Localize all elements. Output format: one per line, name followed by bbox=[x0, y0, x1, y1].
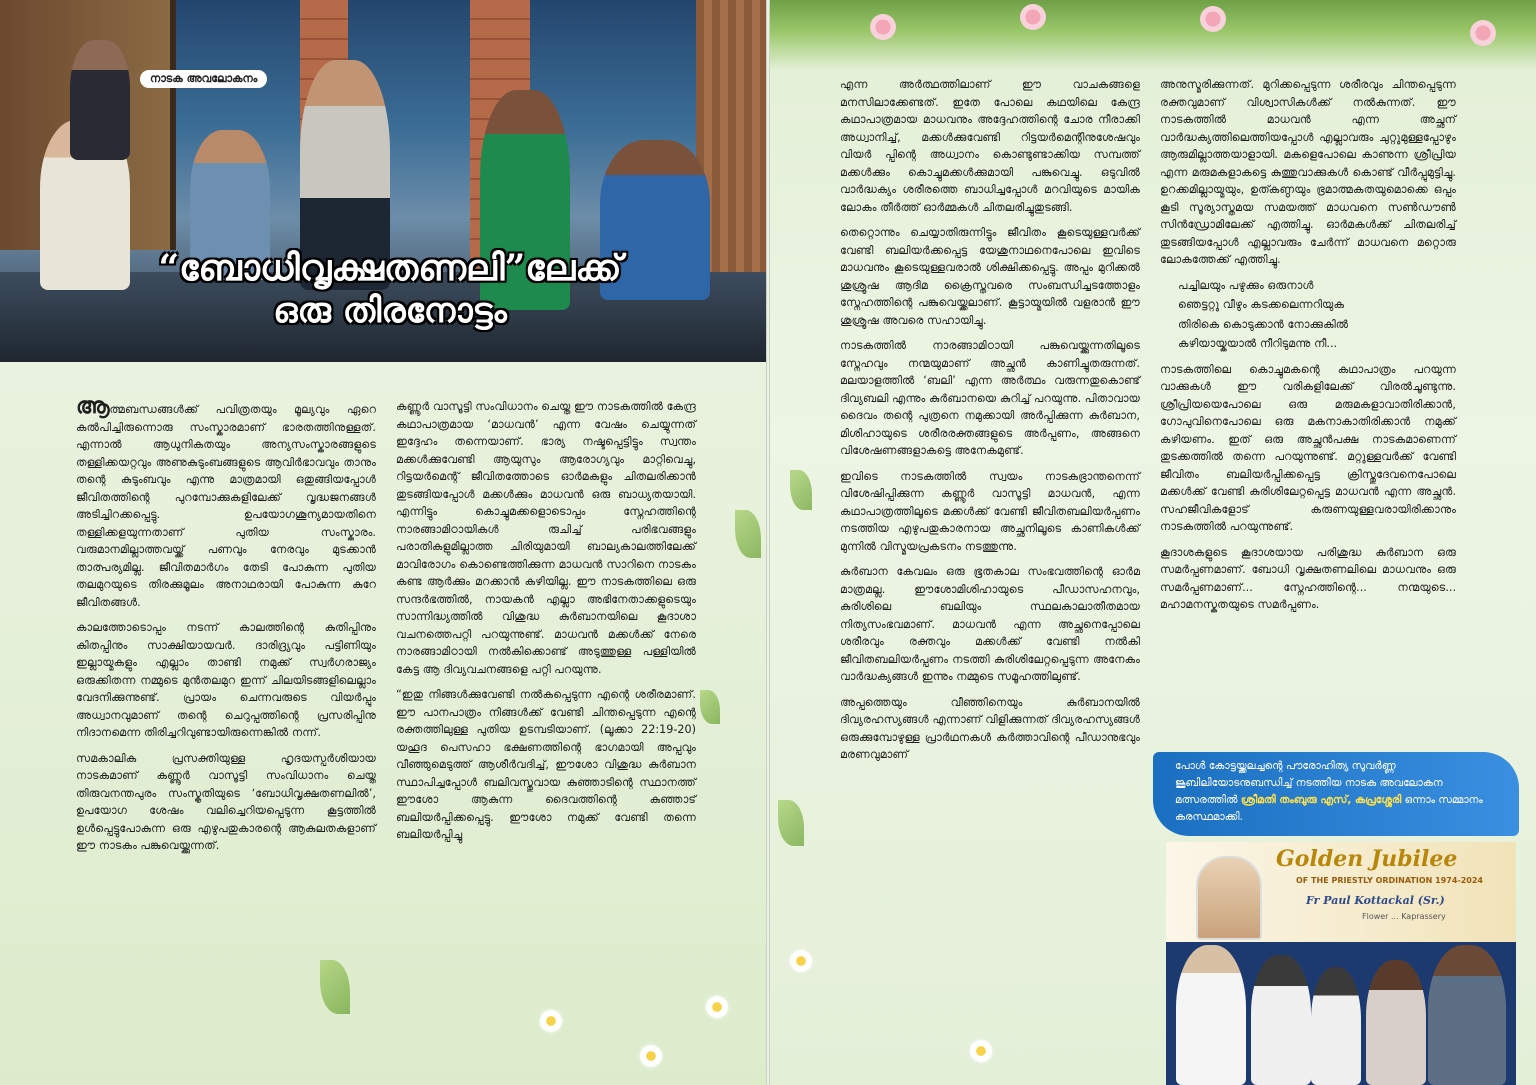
paragraph-text: ത്മബന്ധങ്ങൾക്ക് പവിത്രതയും മൂല്യവും ഏറെ കൽപിച്ചിരുന്നൊരു സംസ്കാരമാണ് ഭാരതത്തിനുള്ളത്. എന്നാൽ ആധുനികതയും അന്യസംസ്കാരങ്ങളുടെ തള്ളിക്കയറ്റവും അണുകുടുംബങ്ങളുടെ ആവിർഭാവവും താനും തന്റെ കുടുംബവും എന്നു മാത്രമായി ഒതുങ്ങിയപ്പോൾ ജീവിതത്തിന്റെ പുറമ്പോക്കുകളിലേക്ക് വൃദ്ധജനങ്ങൾ അടിച്ചിറക്കപ്പെട്ടു. ഉപയോഗശൂന്യമായതിനെ തള്ളിക്കളയുന്നതാണ് പുതിയ സംസ്കാരം. വരുമാനമില്ലാത്തവയ്ക്ക് പണവും നേരവും മുടക്കാൻ താത്പര്യമില്ല. ജീവിതമാർഗം തേടി പോകുന്ന പുതിയ തലമുറയുടെ തിരക്കുമൂലം അനാഥരായി പോകുന്ന കുറേ ജീവിതങ്ങൾ. bbox=[76, 403, 376, 609]
decorative-pink-flower bbox=[1020, 4, 1046, 30]
right-column-2 bbox=[1160, 76, 1456, 622]
banner-title: Golden Jubilee bbox=[1276, 846, 1458, 872]
person-figure bbox=[1311, 967, 1361, 1085]
left-column-2 bbox=[396, 398, 696, 852]
decorative-flower bbox=[970, 1040, 992, 1062]
paragraph: എന്ന അർത്ഥത്തിലാണ് ഈ വാചകങ്ങളെ മനസിലാക്കേണ്ടത്. ഇതേ പോലെ കഥയിലെ കേന്ദ്ര കഥാപാത്രമായ മാധവനും അദ്ദേഹത്തിന്റെ ചോര നീരാക്കി അധ്വാനിച്ച്, മക്കൾക്കുവേണ്ടി റിട്ടയർമെന്റിനുശേഷവും വിയർ പ്പിന്റെ അധ്വാനം കൊണ്ടുണ്ടാക്കിയ സമ്പത്ത് മക്കൾക്കും കൊച്ചുമക്കൾക്കുമായി പങ്കുവെച്ചു. ഒടുവിൽ വാർദ്ധക്യം ശരീരത്തെ ബാധിച്ചപ്പോൾ മറവിയുടെ മായിക ലോകം തീർത്ത് ഓർമ്മകൾ ചിതലരിച്ചുതുടങ്ങി. bbox=[840, 78, 1140, 214]
winner-name: ശ്രീമതി തംബുരു എസ്, കപ്രശ്ശേരി bbox=[1240, 794, 1402, 806]
decorative-flower bbox=[540, 1010, 562, 1032]
poem-line: കഴിയായ്കയാൽ നീറിടുമന്നു നീ... bbox=[1178, 337, 1338, 350]
headline-line-1: “ബോധിവൃക്ഷതണലി”ലേക്ക് bbox=[158, 247, 622, 289]
decorative-flower bbox=[706, 996, 728, 1018]
decorative-pink-flower bbox=[1470, 20, 1496, 46]
paragraph: കൂദാശകളുടെ കൂദാശയായ പരിശുദ്ധ കുർബാന ഒരു സമർപ്പണമാണ്. ബോധി വൃക്ഷതണലിലെ മാധവനും ഒരു സമർപ്പണമാണ്... സ്നേഹത്തിന്റെ... നന്മയുടെ... മഹാമനസ്കതയുടെ സമർപ്പണം. bbox=[1160, 545, 1456, 611]
poem-line: പച്ചിലയും പഴുക്കും ഒരുനാൾ bbox=[1178, 278, 1314, 292]
banner-name: Fr Paul Kottackal (Sr.) bbox=[1306, 894, 1445, 907]
poem bbox=[1160, 277, 1456, 353]
paragraph: ഇവിടെ നാടകത്തിൽ സ്വയം നാടകഭ്രാന്തനെന്ന് വിശേഷിപ്പിക്കുന്ന കണ്ണൂർ വാസൂട്ടി മാധവൻ, എന്ന കഥാപാത്രത്തിലൂടെ മക്കൾക്ക് വേണ്ടി ജീവിതബലിയർപ്പണം നടത്തിയ എഴുപതുകാരനായ അച്ഛനിലൂടെ കാണികൾക്ക് മുന്നിൽ വിസ്മയപ്രകടനം നടത്തുന്നു. bbox=[840, 469, 1140, 553]
poem-line: തിരികെ കൊടുക്കാൻ നോക്കുകിൽ bbox=[1178, 317, 1349, 331]
award-caption bbox=[1153, 752, 1519, 836]
decorative-flower bbox=[790, 950, 812, 972]
stage-play-photo bbox=[0, 0, 766, 362]
paragraph: കുർബാന കേവലം ഒരു ഭൂതകാല സംഭവത്തിന്റെ ഓർമ മാത്രമല്ല. ഈശോമിശിഹായുടെ പീഡാസഹനവും, കുരിശിലെ ബലിയും സ്ഥലകാലാതീതമായ നിത്യസംഭവമാണ്. മാധവൻ എന്ന അച്ഛനെപ്പോലെ ശരീരവും രക്തവും മക്കൾക്ക് വേണ്ടി നൽകി ജീവിതബലിയർപ്പണം നടത്തി കുരിശിലേറ്റപ്പെടുന്ന അനേകം വാർദ്ധക്യങ്ങൾ ഇന്നും നമ്മുടെ സമൂഹത്തിലുണ്ട്. bbox=[840, 565, 1140, 683]
headline-line-2: ഒരു തിരനോട്ടം bbox=[273, 291, 507, 331]
person-figure bbox=[1366, 960, 1426, 1085]
article-headline bbox=[60, 246, 720, 332]
decorative-flower bbox=[640, 1045, 662, 1067]
decorative-pink-flower bbox=[1200, 6, 1226, 32]
decorative-leaf bbox=[700, 690, 720, 724]
paragraph bbox=[76, 393, 376, 611]
decorative-leaf bbox=[790, 470, 812, 510]
banner-place: Flower ... Kaprassery bbox=[1362, 912, 1446, 921]
award-event-photo bbox=[1166, 842, 1516, 1085]
left-column-1 bbox=[76, 393, 376, 863]
actor-figure bbox=[70, 40, 130, 160]
caption-text: പോൾ കോട്ടയ്ക്കലച്ചന്റെ പൗരോഹിത്യ സുവർണ്ണ ജൂബിലിയോടനുബന്ധിച്ച് നടത്തിയ നാടക അവലോകന മത്സരത്തിൽ bbox=[1175, 760, 1443, 806]
priest-portrait bbox=[1196, 856, 1262, 940]
paragraph: “ഇതു നിങ്ങൾക്കുവേണ്ടി നൽകപ്പെടുന്ന എന്റെ ശരീരമാണ്. ഈ പാനപാത്രം നിങ്ങൾക്ക് വേണ്ടി ചിന്തപ്പെടുന്ന എന്റെ രക്തത്തിലുള്ള പുതിയ ഉടമ്പടിയാണ്. (ലൂക്കാ 22:19-20) യഹൂദ പെസഹാ ഭക്ഷണത്തിന്റെ ഭാഗമായി അപ്പവും വീഞ്ഞുമെടുത്ത് ആശീർവദിച്ച്, ഈശോ വിശുദ്ധ കുർബാന സ്ഥാപിച്ചപ്പോൾ ബലിവസ്തുവായ കുഞ്ഞാടിന്റെ സ്ഥാനത്ത് ഈശോ ആകുന്ന ദൈവത്തിന്റെ കുഞ്ഞാട് ബലിയർപ്പിക്കപ്പെട്ടു. ഈശോ നമുക്ക് വേണ്ടി തന്നെ ബലിയർപ്പിച്ചു bbox=[396, 688, 696, 841]
drop-cap: ആ bbox=[76, 393, 110, 419]
person-figure bbox=[1251, 955, 1311, 1085]
person-figure bbox=[1176, 945, 1246, 1085]
section-tag: നാടക അവലോകനം bbox=[140, 70, 267, 88]
decorative-leaf bbox=[778, 800, 804, 846]
paragraph: അനുസ്മരിക്കുന്നത്. മുറിക്കപ്പെടുന്ന ശരീരവും ചിന്തപ്പെടുന്ന രക്തവുമാണ് വിശ്വാസികൾക്ക് നൽകുന്നത്. ഈ നാടകത്തിൽ മാധവൻ എന്ന അച്ഛന് വാർദ്ധക്യത്തിലെത്തിയപ്പോൾ എല്ലാവരും ചുറ്റുമുള്ളപ്പോഴും ആരുമില്ലാത്തയാളായി. മകളെപോലെ കാണുന്ന ശ്രീപ്രിയ എന്ന മരുമകളാകട്ടെ കുത്തുവാക്കുകൾ കൊണ്ട് വീർപ്പുമുട്ടിച്ചു. ഉറക്കമില്ലായ്മയും, ഉത്കണ്ഠയും ഭ്രമാത്മകതയുമൊക്കെ ഒപ്പം കൂടി സൂര്യാസ്തമയ സമയത്ത് മാധവനെ സൺഡൗൺ സിൻഡ്രോമിലേക്ക് എത്തിച്ചു. ഓർമകൾക്ക് ചിതലരിച്ച് തുടങ്ങിയപ്പോൾ എല്ലാവരും ചേർന്ന് മാധവനെ മറ്റൊരു ലോകത്തേക്ക് എത്തിച്ചു. bbox=[1160, 78, 1456, 266]
paragraph: കാലത്തോടൊപ്പം നടന്ന് കാലത്തിന്റെ കുതിപ്പിനും കിതപ്പിനും സാക്ഷിയായവർ. ദാരിദ്ര്യവും പട്ടിണിയും ഇല്ലായ്മകളും എല്ലാം താണ്ടി നമുക്ക് സ്വർഗരാജ്യം ഒരുക്കിതന്ന നമ്മുടെ മുൻതലമുറ ഇന്ന് ചിലയിടങ്ങളിലെല്ലാം വേദനിക്കുന്നുണ്ട്. പ്രായം ചെന്നവരുടെ വിയർപ്പും അധ്വാനവുമാണ് തന്റെ ചെറുപ്പത്തിന്റെ പ്രസരിപ്പിനു നിദാനമെന്ന തിരിച്ചറിവുണ്ടായിരുന്നെങ്കിൽ നന്ന്. bbox=[76, 621, 376, 739]
paragraph: സമകാലിക പ്രസക്തിയുള്ള ഹൃദയസ്പർശിയായ നാടകമാണ് കണ്ണൂർ വാസൂട്ടി സംവിധാനം ചെയ്ത തിരുവനന്തപുരം സംസ്കൃതിയുടെ ‘ബോധിവൃക്ഷതണലിൽ’, ഉപയോഗ ശേഷം വലിച്ചെറിയപ്പെടുന്ന കൂട്ടത്തിൽ ഉൾപ്പെട്ടുപോകുന്ന ഒരു എഴുപതുകാരന്റെ ആകുലതകളാണ് ഈ നാടകം പങ്കുവെയ്ക്കുന്നത്. bbox=[76, 751, 376, 852]
caption-text: ഒന്നാം സമ്മാനം കരസ്ഥമാക്കി. bbox=[1175, 794, 1483, 823]
paragraph: നാടകത്തിൽ നാരങ്ങാമിഠായി പങ്കുവെയ്ക്കുന്നതിലൂടെ സ്നേഹവും നന്മയുമാണ് അച്ഛൻ കാണിച്ചുതരുന്നത്. മലയാളത്തിൽ ‘ബലി’ എന്ന അർത്ഥം വരുന്നതുകൊണ്ട് ദിവ്യബലി എന്നും കുർബാനയെ കുറിച്ച് പറയുന്നു. പിതാവായ ദൈവം തന്റെ പുത്രനെ നമുക്കായി അർപ്പിക്കുന്ന കുർബാന, മിശിഹായുടെ ശരീരരക്തങ്ങളുടെ അർപ്പണം, അങ്ങനെ വിശേഷണങ്ങളാകട്ടെ അനേകമുണ്ട്. bbox=[840, 339, 1140, 457]
decorative-pink-flower bbox=[870, 14, 896, 40]
decorative-leaf bbox=[320, 960, 350, 1014]
jubilee-banner bbox=[1166, 842, 1516, 942]
paragraph: നാടകത്തിലെ കൊച്ചുമകന്റെ കഥാപാത്രം പറയുന്ന വാക്കുകൾ ഈ വരികളിലേക്ക് വിരൽചൂണ്ടുന്നു. ശ്രീപ്രിയയെപോലെ ഒരു മരുമകളാവാതിരിക്കാൻ, ഗോപുവിനെപോലെ ഒരു മകനാകാതിരിക്കാൻ നമുക്ക് കഴിയണം. ഇത് ഒരു അച്ഛൻപക്ഷ നാടകമാണെന്ന് തുടക്കത്തിൽ തന്നെ പറയുന്നുണ്ട്. മറ്റുള്ളവർക്ക് വേണ്ടി ജീവിതം ബലിയർപ്പിക്കപ്പെട്ട ക്രിസ്തുദേവനെപോലെ മക്കൾക്ക് വേണ്ടി കുരിശിലേറ്റപ്പെട്ട മാധവൻ എന്ന അച്ഛൻ. സഹജീവികളോട് കരുണയുള്ളവരായിരിക്കാനും നാടകത്തിൽ പറയുന്നുണ്ട്. bbox=[1160, 362, 1456, 533]
person-figure bbox=[1428, 945, 1506, 1085]
poem-line: ഞെട്ടറ്റു വീഴും കടക്കലെന്നറിയുക bbox=[1178, 298, 1345, 311]
left-page bbox=[0, 0, 766, 1085]
right-column-1 bbox=[840, 76, 1140, 772]
paragraph: തെറ്റൊന്നും ചെയ്യാതിരുന്നിട്ടും ജീവിതം കൂടെയുള്ളവർക്ക് വേണ്ടി ബലിയർക്കപ്പെട്ട യേശുനാഥനെപോലെ ഇവിടെ മാധവനും കൂടെയുള്ളവരാൽ ശിക്ഷിക്കപ്പെട്ടു. അപ്പം മുറിക്കൽ ശുശ്രൂഷ ആദിമ ക്രൈസ്തവരെ സംബന്ധിച്ചടത്തോളം സ്നേഹത്തിന്റെ പങ്കുവെയ്ക്കലാണ്. കൂട്ടായ്മയിൽ വളരാൻ ഈ ശുശ്രൂഷ അവരെ സഹായിച്ചു. bbox=[840, 226, 1140, 327]
paragraph: കണ്ണൂർ വാസൂട്ടി സംവിധാനം ചെയ്ത ഈ നാടകത്തിൽ കേന്ദ്ര കഥാപാത്രമായ ‘മാധവൻ’ എന്ന വേഷം ചെയ്യുന്നത് ഇദ്ദേഹം തന്നെയാണ്. ഭാര്യ നഷ്ടപ്പെട്ടിട്ടും സ്വന്തം മക്കൾക്കുവേണ്ടി ആയുസും ആരോഗ്യവും മാറ്റിവെച്ചു, റിട്ടയർമെന്റ് ജീവിതത്തോടെ ഓർമകളും ചിതലരിക്കാൻ തുടങ്ങിയപ്പോൾ മക്കൾക്കും മാധവൻ ഒരു ബാധ്യതയായി. എന്നിട്ടും കൊച്ചുമക്കളൊടൊപ്പം സ്നേഹത്തിന്റെ നാരങ്ങാമിഠായികൾ രുചിച്ച് പരിഭവങ്ങളും പരാതികളുമില്ലാത്ത ചിരിയുമായി ബാല്യകാലത്തിലേക്ക് മാവിരോഗം കൊണ്ടെത്തിക്കുന്ന മാധവൻ സാറിനെ നാടകം കണ്ട ആർക്കും മറക്കാൻ കഴിയില്ല. ഈ നാടകത്തിലെ ഒരു സന്ദർഭത്തിൽ, നായകൻ എല്ലാ അഭിനേതാക്കളുടെയും സാന്നിദ്ധ്യത്തിൽ വിശുദ്ധ കുർബാനയിലെ കൂദാശാ വചനത്തെപറ്റി പറയുന്നുണ്ട്. മാധവൻ മക്കൾക്ക് നേരെ നാരങ്ങാമിഠായി നൽകിക്കൊണ്ട് അടുത്തുള്ള പള്ളിയിൽ കേട്ട ആ ദിവ്യവചനങ്ങളെ പറ്റി പറയുന്നു. bbox=[396, 400, 696, 676]
decorative-leaf bbox=[735, 510, 761, 558]
banner-subtitle: OF THE PRIESTLY ORDINATION 1974-2024 bbox=[1296, 876, 1483, 885]
paragraph: അപ്പത്തെയും വീഞ്ഞിനെയും കുർബാനയിൽ ദിവ്യരഹസ്യങ്ങൾ എന്നാണ് വിളിക്കുന്നത് ദിവ്യരഹസ്യങ്ങൾ ഒരുക്കുമ്പോഴുള്ള പ്രാർഥനകൾ കർത്താവിന്റെ പീഡാനുഭവും മരണവുമാണ് bbox=[840, 695, 1140, 761]
